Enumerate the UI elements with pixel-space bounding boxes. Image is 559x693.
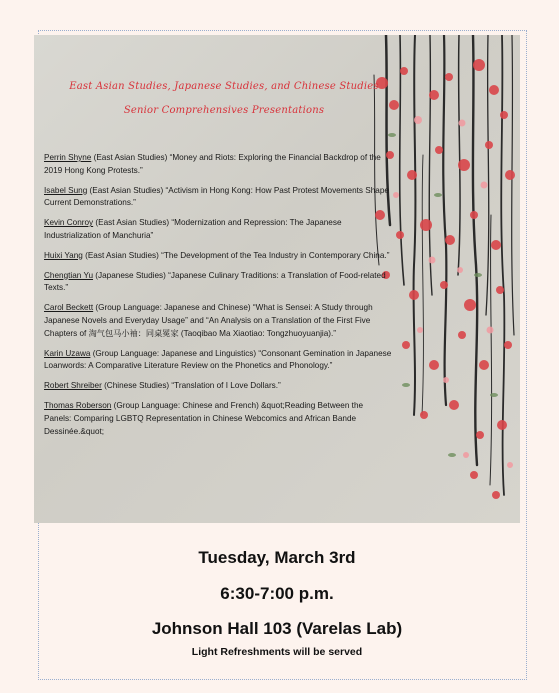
- presentation-title: (Group Language: Japanese and Linguistics) “Consonant Gemination in Japanese Loanwords: A Comparative Literature Review on the Phonetics and Phonology.”: [44, 348, 392, 371]
- presentation-title: (Group Language: Japanese and Chinese) “What is Sensei: A Study through Japanese Novels and Everyday Usage” and “An Analysis on a Translation of the First Five Chapters of 淘气包马小袖：同桌冕家 (Taoqibao Ma Xiaotiao: Tongzhuoyuanjia).”: [44, 303, 373, 338]
- presentation-title: (East Asian Studies) “Activism in Hong Kong: How Past Protest Movements Shape Current Demonstrations.”: [44, 185, 389, 208]
- presentation-title: (East Asian Studies) “The Development of the Tea Industry in Contemporary China.”: [82, 250, 390, 260]
- list-item: [44, 270, 392, 296]
- event-venue: Johnson Hall 103 (Varelas Lab): [151, 619, 403, 638]
- presenter-name: Karin Uzawa: [44, 348, 91, 358]
- presenter-name: Robert Shreiber: [44, 381, 102, 391]
- list-item: [44, 152, 392, 178]
- presentation-title: (Group Language: Chinese and French) &quot;Reading Between the Panels: Comparing LGBTQ Representation in Chinese Webcomics and African Bande Dessinée.&quot;: [44, 400, 364, 436]
- presentation-title: (Chinese Studies) “Translation of I Love Dollars.”: [101, 381, 281, 391]
- event-date: Tuesday, March 3rd: [198, 548, 356, 567]
- presentation-title: (Japanese Studies) “Japanese Culinary Traditions: a Translation of Food-related Texts.”: [44, 270, 386, 293]
- presentation-list: [44, 152, 392, 445]
- presenter-name: Isabel Sung: [44, 185, 88, 195]
- list-item: [44, 348, 392, 374]
- refreshments-note: Light Refreshments will be served: [191, 646, 363, 658]
- presenter-name: Chengtian Yu: [44, 270, 94, 280]
- presentation-title: (East Asian Studies) “Modernization and Repression: The Japanese Industrialization of Manchuria”: [44, 218, 342, 240]
- poster-image: [34, 35, 520, 523]
- event-time: 6:30-7:00 p.m.: [220, 584, 334, 603]
- list-item: [44, 400, 392, 438]
- poster-title: East Asian Studies, Japanese Studies, and Chinese Studies: [69, 81, 379, 92]
- list-item: [44, 302, 392, 340]
- presentation-title: (East Asian Studies) “Money and Riots: Exploring the Financial Backdrop of the 2019 Hong Kong Protests.”: [44, 153, 381, 175]
- presenter-name: Kevin Conroy: [44, 218, 94, 228]
- poster-subtitle: Senior Comprehensives Presentations: [123, 105, 325, 116]
- presenter-name: Perrin Shyne: [44, 153, 92, 162]
- presenter-name: Huixi Yang: [44, 250, 83, 260]
- list-item: [44, 217, 392, 243]
- presenter-name: Carol Beckett: [44, 303, 94, 313]
- list-item: [44, 380, 392, 393]
- list-item: [44, 250, 392, 263]
- presenter-name: Thomas Roberson: [44, 400, 112, 410]
- list-item: [44, 185, 392, 211]
